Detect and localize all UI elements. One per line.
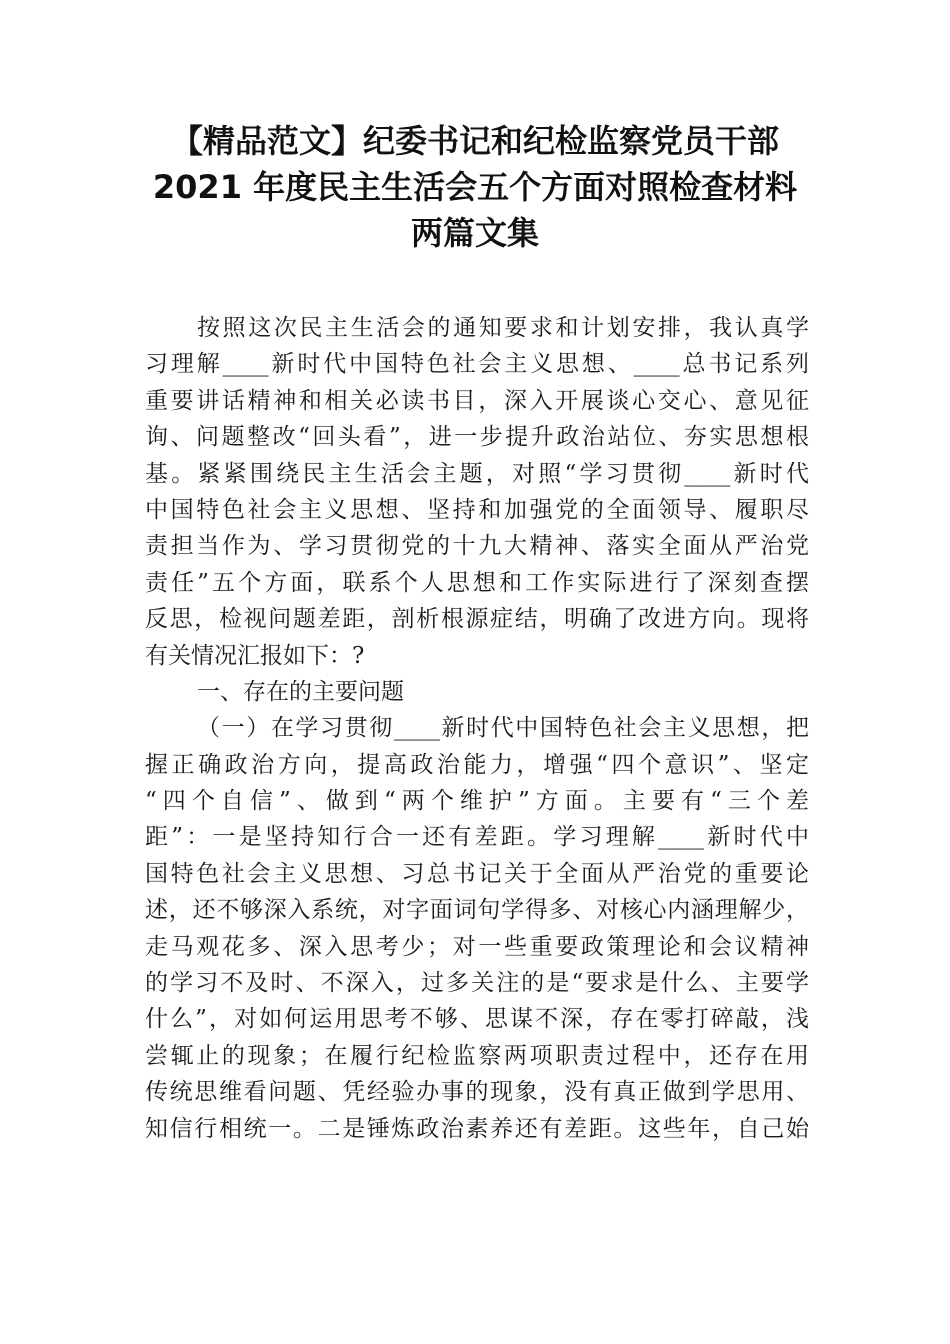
section-heading: 一、存在的主要问题: [197, 678, 404, 705]
paragraph-line: 反思，检视问题差距，剖析根源症结，明确了改进方向。现将: [145, 606, 809, 633]
paragraph-line: 询、问题整改“回头看”，进一步提升政治站位、夯实思想根: [145, 424, 809, 451]
document-title: [100, 118, 850, 256]
paragraph-line: 述，还不够深入系统，对字面词句学得多、对核心内涵理解少，: [145, 897, 809, 924]
paragraph-line: 中国特色社会主义思想、坚持和加强党的全面领导、履职尽: [145, 496, 809, 523]
paragraph-line: 有关情况汇报如下：?: [145, 642, 365, 669]
paragraph-line: 基。紧紧围绕民主生活会主题，对照“学习贯彻____新时代: [145, 460, 809, 487]
title-line: 2021 年度民主生活会五个方面对照检查材料: [152, 168, 798, 206]
document-body: [145, 310, 809, 1147]
paragraph-line: 习理解____新时代中国特色社会主义思想、____总书记系列: [145, 351, 809, 378]
paragraph-line: 责担当作为、学习贯彻党的十九大精神、落实全面从严治党: [145, 533, 809, 560]
paragraph-line: 传统思维看问题、凭经验办事的现象，没有真正做到学思用、: [145, 1079, 809, 1106]
paragraph-line: 的学习不及时、不深入，过多关注的是“要求是什么、主要学: [145, 970, 809, 997]
paragraph-line: 国特色社会主义思想、习总书记关于全面从严治党的重要论: [145, 860, 809, 887]
paragraph-line: “四个自信”、做到“两个维护”方面。主要有“三个差: [145, 788, 809, 815]
paragraph-line: 责任”五个方面，联系个人思想和工作实际进行了深刻查摆: [145, 569, 809, 596]
paragraph-line: 握正确政治方向，提高政治能力，增强“四个意识”、坚定: [145, 751, 809, 778]
paragraph-line: 重要讲话精神和相关必读书目，深入开展谈心交心、意见征: [145, 387, 809, 414]
title-line: 【精品范文】纪委书记和纪检监察党员干部: [170, 122, 779, 160]
paragraph-line: 什么”，对如何运用思考不够、思谋不深，存在零打碎敲，浅: [145, 1006, 809, 1033]
title-line: 两篇文集: [410, 214, 539, 252]
paragraph-line: 尝辄止的现象；在履行纪检监察两项职责过程中，还存在用: [145, 1042, 809, 1069]
paragraph-line: 知信行相统一。二是锤炼政治素养还有差距。这些年，自己始: [145, 1115, 809, 1142]
paragraph-line: 走马观花多、深入思考少；对一些重要政策理论和会议精神: [145, 933, 809, 960]
paragraph-line: 距”：一是坚持知行合一还有差距。学习理解____新时代中: [145, 824, 809, 851]
paragraph-line: （一）在学习贯彻____新时代中国特色社会主义思想，把: [197, 715, 809, 742]
paragraph-line: 按照这次民主生活会的通知要求和计划安排，我认真学: [197, 315, 809, 341]
